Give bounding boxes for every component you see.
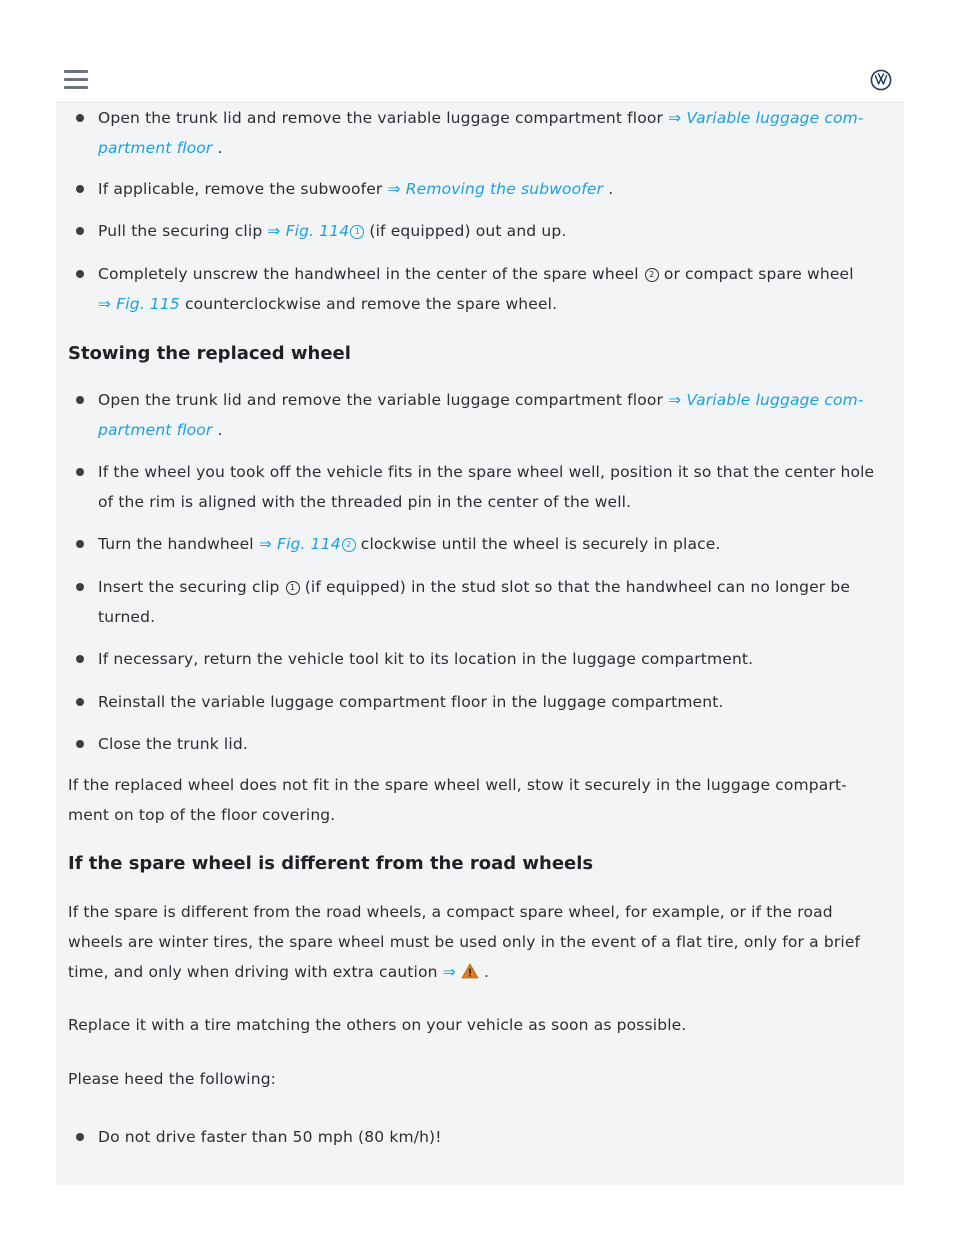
list-item: If necessary, return the vehicle tool kit to its location in the luggage compartment. [68, 644, 892, 674]
paragraph-different: If the spare is different from the road wheels, a compact spare wheel, for example, or if the road wheels are winter tires, the spare wheel must be used only in the event of a flat tire, only for a brief time, and only when driving with extra caution ⇒ . [68, 903, 861, 981]
marker-2-icon: 2 [645, 268, 659, 282]
paragraph-heed: Please heed the following: [68, 1070, 277, 1088]
hamburger-menu-icon[interactable] [64, 70, 88, 90]
content-panel [56, 103, 904, 1185]
marker-1-icon: 1 [286, 581, 300, 595]
list-item: Completely unscrew the handwheel in the center of the spare wheel 2 or compact spare wheel ⇒ Fig. 115 counterclockwise and remove the spare wheel. [68, 259, 892, 319]
list-item: Close the trunk lid. [68, 729, 892, 759]
link-fig-114[interactable]: ⇒ Fig. 114 1 [267, 222, 364, 240]
link-warning[interactable]: ⇒ [442, 963, 456, 981]
link-removing-subwoofer[interactable]: ⇒ Removing the subwoofer [387, 180, 604, 198]
link-variable-floor[interactable]: ⇒ Variable luggage com- [668, 391, 864, 409]
vw-logo-icon [870, 69, 892, 91]
list-item: Reinstall the variable luggage compartment floor in the luggage compartment. [68, 687, 892, 717]
list-item: Open the trunk lid and remove the variable luggage compartment floor ⇒ Variable luggage com- partment floor . [68, 385, 892, 445]
paragraph-not-fit: If the replaced wheel does not fit in the spare wheel well, stow it securely in the luggage compart- ment on top of the floor covering. [68, 776, 847, 824]
link-variable-floor-cont[interactable]: partment floor [98, 139, 213, 157]
marker-1-icon: 1 [350, 225, 364, 239]
link-fig-115[interactable]: ⇒ Fig. 115 [98, 295, 180, 313]
list-item: If the wheel you took off the vehicle fits in the spare wheel well, position it so that the center hole of the rim is aligned with the threaded pin in the center of the well. [68, 457, 892, 517]
paragraph-replace: Replace it with a tire matching the others on your vehicle as soon as possible. [68, 1016, 687, 1034]
section-heading-stowing: Stowing the replaced wheel [68, 343, 351, 364]
warning-triangle-icon[interactable] [461, 963, 479, 979]
list-item: Pull the securing clip ⇒ Fig. 114 1 (if equipped) out and up. [68, 216, 892, 246]
list-item: If applicable, remove the subwoofer ⇒ Removing the subwoofer . [68, 174, 892, 204]
link-fig-114[interactable]: ⇒ Fig. 114 2 [259, 535, 356, 553]
section-heading-different: If the spare wheel is different from the road wheels [68, 853, 594, 874]
link-variable-floor[interactable]: ⇒ Variable luggage com- [668, 109, 864, 127]
list-item: Do not drive faster than 50 mph (80 km/h)! [68, 1122, 892, 1152]
marker-2-icon: 2 [342, 538, 356, 552]
link-variable-floor-cont[interactable]: partment floor [98, 421, 213, 439]
list-item: Turn the handwheel ⇒ Fig. 114 2 clockwise until the wheel is securely in place. [68, 529, 892, 559]
top-bar [56, 56, 904, 103]
list-item: Insert the securing clip 1 (if equipped) in the stud slot so that the handwheel can no longer be turned. [68, 572, 892, 632]
list-item: Open the trunk lid and remove the variable luggage compartment floor ⇒ Variable luggage com- partment floor . [68, 103, 892, 163]
